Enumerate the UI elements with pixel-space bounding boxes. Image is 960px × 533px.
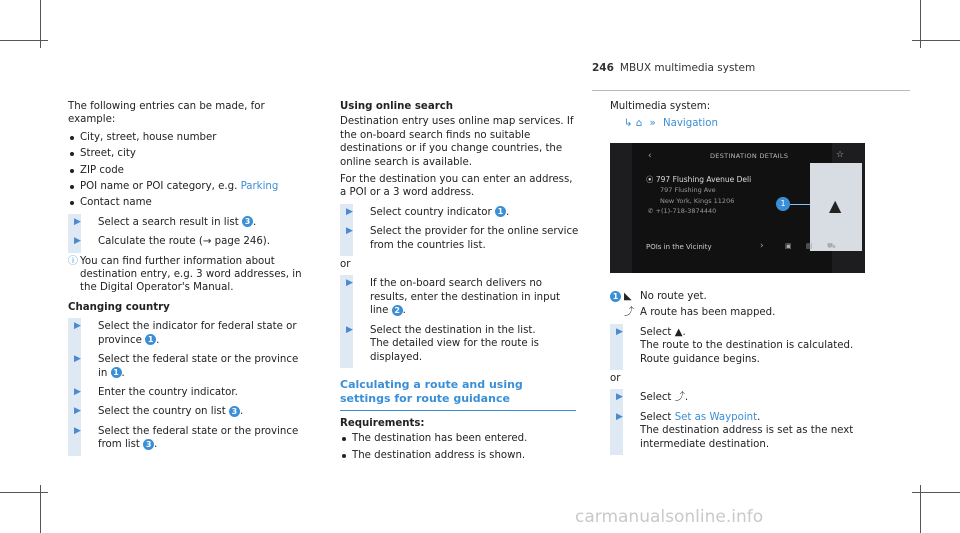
callout-number: 3 bbox=[229, 406, 240, 417]
chevron-icon: » bbox=[649, 118, 656, 130]
info-note: ⓘ You can find further information about destination entry, e.g. 3 word addresses, in the Digital Operator's Manual. bbox=[68, 255, 302, 294]
step-arrow-icon: ▶ bbox=[74, 386, 81, 397]
callout-number: 1 bbox=[776, 197, 790, 211]
step: ▶ Select a search result in list 3 . bbox=[68, 216, 308, 229]
step: ▶ Select country indicator 1 . bbox=[340, 206, 580, 219]
address-line: New York, Kings 11206 bbox=[660, 197, 735, 205]
address-line: 797 Flushing Ave bbox=[660, 186, 716, 194]
step: ▶ If the on-board search delivers no results, enter the destination in input line 2 . bbox=[340, 277, 580, 317]
no-route-icon: ◣ bbox=[624, 291, 632, 302]
header-rule bbox=[592, 90, 910, 91]
or-text: or bbox=[610, 373, 621, 385]
step: ▶ Select Set as Waypoint. The destination address is set as the next intermediate destination. bbox=[610, 411, 870, 451]
callout-number: 3 bbox=[143, 439, 154, 450]
step-arrow-icon: ▶ bbox=[74, 354, 81, 365]
set-as-waypoint-link[interactable]: Set as Waypoint bbox=[674, 411, 758, 423]
navigation-link[interactable]: Navigation bbox=[663, 118, 718, 130]
step-arrow-icon: ▶ bbox=[74, 425, 81, 436]
pois-label[interactable]: POIs in the Vicinity bbox=[646, 243, 712, 251]
step-arrow-icon: ▶ bbox=[616, 392, 623, 403]
step-arrow-icon: ▶ bbox=[346, 226, 353, 237]
info-icon: ⓘ bbox=[68, 255, 78, 267]
step: ▶ Select the provider for the online service from the countries list. bbox=[340, 225, 580, 252]
list-item: The destination has been entered. bbox=[340, 432, 580, 445]
crop-mark bbox=[40, 485, 41, 533]
list-icon[interactable]: ▤ bbox=[806, 242, 813, 250]
crop-mark bbox=[920, 485, 921, 533]
route-mapped-icon: ⤴ bbox=[674, 392, 685, 404]
legend-item: 1 ◣ No route yet. bbox=[610, 290, 870, 303]
watermark: carmanualsonline.info bbox=[575, 507, 764, 527]
phone-line: ✆ +(1)-718-3874440 bbox=[648, 207, 717, 215]
car-icon[interactable]: ⛟ bbox=[827, 242, 836, 250]
step-arrow-icon: ▶ bbox=[346, 324, 353, 335]
path-label: Multimedia system: bbox=[610, 101, 711, 112]
route-arrow-icon: ▲ bbox=[829, 196, 842, 215]
step: ▶ Enter the country indicator. bbox=[68, 386, 308, 399]
list-item: Contact name bbox=[68, 196, 308, 209]
step: ▶ Select the destination in the list. The detailed view for the route is displayed. bbox=[340, 324, 580, 364]
step: ▶ Select the indicator for federal state or province 1 . bbox=[68, 320, 308, 347]
section-heading: Changing country bbox=[68, 301, 170, 313]
favorite-icon[interactable]: ☆ bbox=[836, 150, 845, 160]
restaurant-icon: ⦿ bbox=[646, 175, 654, 184]
screen-title: DESTINATION DETAILS bbox=[710, 152, 789, 160]
list-item: POI name or POI category, e.g. Parking bbox=[68, 180, 308, 193]
callout-number: 1 bbox=[610, 291, 621, 302]
parking-icon[interactable]: ▣ bbox=[785, 242, 792, 250]
parking-link[interactable]: Parking bbox=[240, 181, 279, 193]
step-arrow-icon: ▶ bbox=[616, 326, 623, 337]
requirements-heading: Requirements: bbox=[340, 417, 425, 429]
list-item: The destination address is shown. bbox=[340, 449, 580, 462]
or-text: or bbox=[340, 259, 351, 271]
column-3-lower bbox=[610, 287, 870, 457]
paragraph: Destination entry uses online map services. If the on-board search finds no suitable destinations or if you change countries, the online search is available. bbox=[340, 116, 574, 168]
step: ▶ Select the country on list 3 . bbox=[68, 405, 308, 418]
callout-number: 3 bbox=[242, 216, 253, 227]
destination-name: ⦿ 797 Flushing Avenue Deli bbox=[646, 175, 752, 184]
step-arrow-icon: ▶ bbox=[74, 406, 81, 417]
list-item: ZIP code bbox=[68, 164, 308, 177]
header-title: MBUX multimedia system bbox=[619, 62, 756, 74]
home-icon[interactable]: ⌂ bbox=[635, 118, 643, 130]
list-item: City, street, house number bbox=[68, 131, 308, 144]
step-arrow-icon: ▶ bbox=[74, 236, 81, 247]
column-2 bbox=[340, 100, 580, 465]
legend-item: ⤴ A route has been mapped. bbox=[624, 307, 776, 319]
route-mapped-icon: ⤴ bbox=[624, 307, 634, 319]
column-1 bbox=[68, 100, 308, 458]
step-arrow-icon: ▶ bbox=[74, 321, 81, 332]
step-arrow-icon: ▶ bbox=[616, 411, 623, 422]
paragraph: For the destination you can enter an address, a POI or a 3 word address. bbox=[340, 174, 573, 199]
section-heading: Using online search bbox=[340, 101, 454, 112]
step: ▶ Select ▲. The route to the destination is calculated. Route guidance begins. bbox=[610, 326, 870, 366]
section-title: Calculating a route and using settings for route guidance bbox=[340, 378, 576, 411]
back-icon[interactable]: ‹ bbox=[648, 151, 652, 161]
step: ▶ Select the federal state or the province in 1 . bbox=[68, 353, 308, 380]
step-arrow-icon: ▶ bbox=[74, 216, 81, 227]
step-arrow-icon: ▶ bbox=[346, 278, 353, 289]
path-arrow-icon: ↳ bbox=[624, 118, 633, 130]
callout-number: 1 bbox=[145, 334, 156, 345]
chevron-right-icon[interactable]: › bbox=[760, 241, 764, 251]
callout-number: 1 bbox=[495, 206, 506, 217]
step-arrow-icon: ▶ bbox=[346, 206, 353, 217]
page-header bbox=[592, 62, 755, 74]
callout-number: 2 bbox=[392, 305, 403, 316]
page-number: 246 bbox=[592, 62, 614, 74]
crop-mark bbox=[40, 0, 41, 48]
list-item: Street, city bbox=[68, 147, 308, 160]
screenshot-destination-details bbox=[610, 143, 865, 273]
step: ▶ Select the federal state or the province from list 3 . bbox=[68, 425, 308, 452]
step: ▶ Select ⤴. bbox=[610, 391, 870, 404]
crop-mark bbox=[920, 0, 921, 48]
column-3 bbox=[610, 100, 870, 135]
callout-number: 1 bbox=[111, 367, 122, 378]
route-arrow-icon: ▲ bbox=[674, 326, 683, 338]
phone-icon: ✆ bbox=[648, 207, 654, 215]
step: ▶ Calculate the route (→ page 246). bbox=[68, 235, 308, 248]
intro-text: The following entries can be made, for example: bbox=[68, 101, 265, 126]
menu-path bbox=[610, 117, 870, 130]
